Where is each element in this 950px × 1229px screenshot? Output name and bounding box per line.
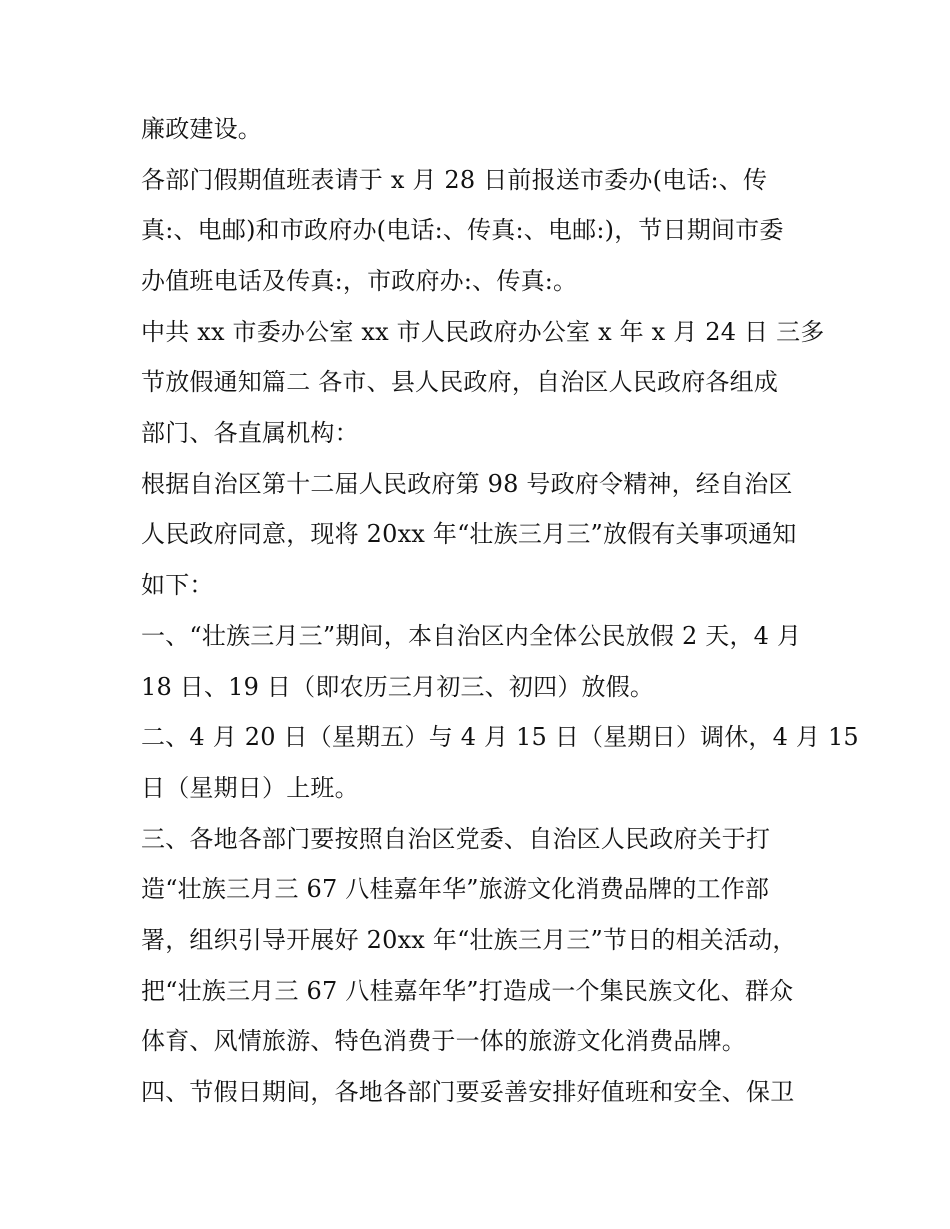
text-line: 一、“壮族三月三”期间，本自治区内全体公民放假 2 天，4 月	[141, 622, 802, 650]
text-line: 把“壮族三月三 67 八桂嘉年华”打造成一个集民族文化、群众	[141, 977, 794, 1005]
text-line: 廉政建设。	[141, 115, 262, 143]
text-line: 署，组织引导开展好 20xx 年“壮族三月三”节日的相关活动，	[141, 926, 797, 954]
text-line: 体育、风情旅游、特色消费于一体的旅游文化消费品牌。	[141, 1027, 746, 1055]
text-line: 办值班电话及传真:，市政府办:、传真:。	[141, 267, 578, 295]
text-line: 18 日、19 日（即农历三月初三、初四）放假。	[141, 673, 655, 701]
text-line: 节放假通知篇二 各市、县人民政府，自治区人民政府各组成	[141, 368, 779, 396]
text-line: 如下：	[141, 571, 214, 599]
text-line: 真:、电邮)和市政府办(电话:、传真:、电邮:)，节日期间市委	[141, 216, 784, 244]
text-line: 根据自治区第十二届人民政府第 98 号政府令精神，经自治区	[141, 470, 793, 498]
text-line: 中共 xx 市委办公室 xx 市人民政府办公室 x 年 x 月 24 日 三多	[141, 318, 825, 346]
text-line: 日（星期日）上班。	[141, 774, 359, 802]
text-line: 二、4 月 20 日（星期五）与 4 月 15 日（星期日）调休，4 月 15	[141, 723, 859, 751]
text-line: 各部门假期值班表请于 x 月 28 日前报送市委办(电话:、传	[141, 166, 768, 194]
text-line: 人民政府同意，现将 20xx 年“壮族三月三”放假有关事项通知	[141, 520, 797, 548]
text-line: 造“壮族三月三 67 八桂嘉年华”旅游文化消费品牌的工作部	[141, 875, 770, 903]
text-line: 四、节假日期间，各地各部门要妥善安排好值班和安全、保卫	[141, 1078, 795, 1106]
text-line: 三、各地各部门要按照自治区党委、自治区人民政府关于打	[141, 825, 771, 853]
text-line: 部门、各直属机构：	[141, 419, 359, 447]
